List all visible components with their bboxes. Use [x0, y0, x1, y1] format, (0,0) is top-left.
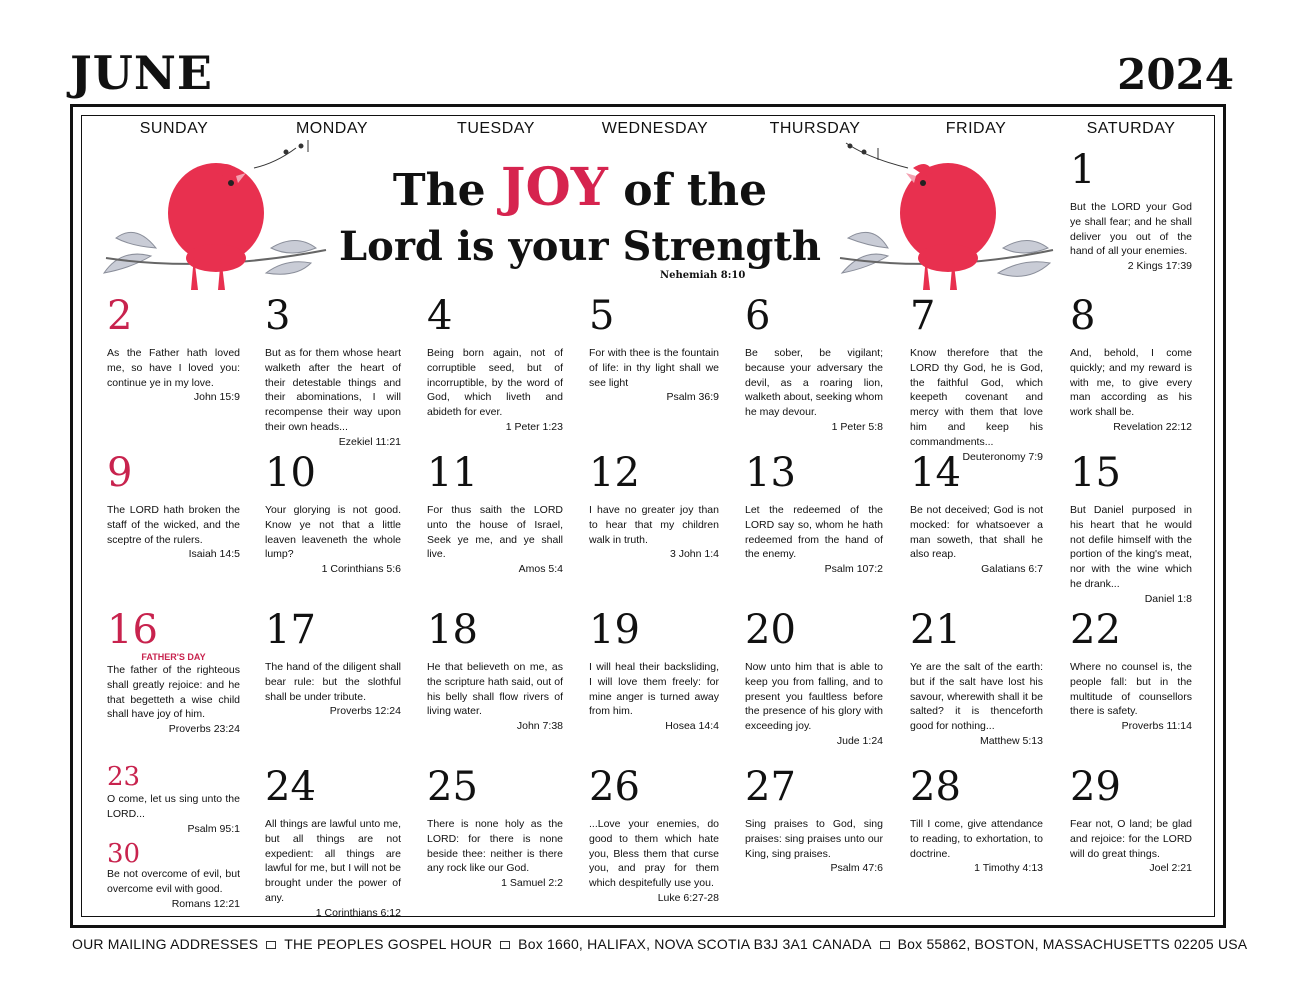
left-bird-illustration [96, 138, 336, 298]
year-title: 2024 [1117, 50, 1234, 99]
envelope-icon [880, 941, 890, 949]
music-note-icon [254, 140, 308, 168]
day-number: 12 [589, 450, 640, 496]
footer-org: THE PEOPLES GOSPEL HOUR [284, 936, 493, 952]
day-cell [910, 607, 1043, 747]
day-cell [589, 450, 719, 561]
day-verse: There is none holy as the LORD: for there is none beside thee: neither is there any rock like our God. [427, 818, 563, 875]
day-number: 22 [1070, 607, 1121, 653]
envelope-icon [266, 941, 276, 949]
day-verse: But Daniel purposed in his heart that he would not defile himself with the portion of the king's meat, nor with the wine which he drank... [1070, 504, 1192, 590]
day-cell [589, 764, 719, 904]
day-reference: 1 Peter 1:23 [505, 420, 563, 433]
day-reference: Hosea 14:4 [665, 720, 719, 733]
day-cell [745, 450, 883, 576]
theme-title-reference: Nehemiah 8:10 [660, 270, 746, 281]
day-number: 4 [427, 293, 453, 339]
day-verse: The father of the righteous shall greatly rejoice: and he that begetteth a wise child shall have joy of him. [107, 664, 240, 721]
day-verse: As the Father hath loved me, so have I loved you: continue ye in my love. [107, 347, 240, 389]
day-number: 15 [1070, 450, 1121, 496]
day-verse: For with thee is the fountain of life: in thy light shall we see light [589, 347, 719, 389]
day-number: 11 [427, 450, 478, 496]
day-verse: Being born again, not of corruptible seed, but of incorruptible, by the word of God, which liveth and abideth for ever. [427, 347, 563, 419]
day-verse: Ye are the salt of the earth: but if the salt have lost his savour, wherewith shall it be salted? it is thenceforth good for nothing... [910, 661, 1043, 733]
day-cell [589, 293, 719, 404]
day-number: 6 [745, 293, 771, 339]
day-verse: The LORD hath broken the staff of the wicked, and the sceptre of the rulers. [107, 504, 240, 546]
day-number: 23 [107, 762, 141, 792]
day-reference: Romans 12:21 [171, 897, 240, 910]
day-number: 28 [910, 764, 961, 810]
theme-title-joy: JOY [500, 157, 608, 218]
day-number: 1 [1070, 147, 1096, 193]
day-cell [1070, 293, 1192, 433]
day-verse: Be not deceived; God is not mocked: for whatsoever a man soweth, that shall he also reap. [910, 504, 1043, 561]
day-cell [265, 764, 401, 919]
day-cell [265, 450, 401, 576]
day-cell [265, 293, 401, 448]
day-cell [427, 450, 563, 576]
day-number: 21 [910, 607, 961, 653]
day-reference: Proverbs 23:24 [168, 723, 240, 736]
day-reference: 1 Corinthians 6:12 [315, 906, 401, 919]
day-verse: But the LORD your God ye shall fear; and he shall deliver you out of the hand of all your enemies. [1070, 201, 1192, 258]
day-cell [589, 607, 719, 733]
day-verse: Be sober, be vigilant; because your adversary the devil, as a roaring lion, walketh about, seeking whom he may devour. [745, 347, 883, 419]
theme-title-part1: The [392, 165, 501, 216]
day-number: 18 [427, 607, 478, 653]
day-number: 5 [589, 293, 615, 339]
day-cell [107, 764, 240, 835]
theme-title-line2: Lord is your Strength [339, 223, 821, 270]
day-cell [107, 450, 240, 561]
day-verse: But as for them whose heart walketh after the heart of their detestable things and their abominations, I will recompense their way upon their own heads... [265, 347, 401, 433]
day-cell [910, 764, 1043, 875]
weekday-wednesday: WEDNESDAY [601, 120, 709, 137]
day-reference: Daniel 1:8 [1144, 592, 1192, 605]
day-verse: I will heal their backsliding, I will love them freely: for mine anger is turned away from him. [589, 661, 719, 718]
footer-label: OUR MAILING ADDRESSES [72, 936, 259, 952]
day-reference: 1 Peter 5:8 [831, 420, 883, 433]
day-number: 10 [265, 450, 316, 496]
weekday-sunday: SUNDAY [139, 120, 209, 137]
right-bird-illustration [838, 138, 1058, 298]
day-reference: Ezekiel 11:21 [338, 435, 401, 448]
weekday-tuesday: TUESDAY [457, 120, 535, 137]
day-cell [427, 607, 563, 733]
day-reference: Proverbs 11:14 [1121, 720, 1192, 733]
day-number: 19 [589, 607, 640, 653]
day-cell [107, 607, 240, 736]
weekday-saturday: SATURDAY [1086, 120, 1176, 137]
day-verse: I have no greater joy than to hear that my children walk in truth. [589, 504, 719, 546]
day-number: 2 [107, 293, 133, 339]
day-cell [910, 450, 1043, 576]
day-number: 3 [265, 293, 291, 339]
day-reference: Matthew 5:13 [979, 734, 1043, 747]
day-verse: The hand of the diligent shall bear rule: but the slothful shall be under tribute. [265, 661, 401, 703]
day-reference: Isaiah 14:5 [188, 548, 240, 561]
day-reference: Psalm 47:6 [830, 862, 883, 875]
day-cell [745, 764, 883, 875]
mailing-addresses [72, 936, 1247, 952]
day-cell [745, 293, 883, 433]
day-verse: Fear not, O land; be glad and rejoice: for the LORD will do great things. [1070, 818, 1192, 860]
day-number: 9 [107, 450, 133, 496]
day-number: 30 [107, 839, 141, 869]
day-cell [910, 293, 1043, 463]
day-cell [745, 607, 883, 747]
day-reference: John 7:38 [516, 720, 563, 733]
day-reference: Psalm 36:9 [666, 391, 719, 404]
day-reference: Deuteronomy 7:9 [962, 450, 1043, 463]
day-reference: Galatians 6:7 [981, 563, 1043, 576]
day-number: 13 [745, 450, 796, 496]
day-cell [1070, 147, 1192, 273]
day-reference: Proverbs 12:24 [329, 705, 401, 718]
day-reference: Psalm 107:2 [824, 563, 883, 576]
day-number: 29 [1070, 764, 1121, 810]
day-reference: John 15:9 [193, 391, 240, 404]
day-number: 8 [1070, 293, 1096, 339]
day-cell [107, 841, 240, 910]
day-number: 14 [910, 450, 961, 496]
envelope-icon [500, 941, 510, 949]
day-cell [1070, 450, 1192, 605]
month-title: JUNE [70, 46, 213, 100]
day-number: 17 [265, 607, 316, 653]
day-verse: All things are lawful unto me, but all things are not expedient: all things are lawful for me, but I will not be brought under the power of any. [265, 818, 401, 904]
day-verse: Your glorying is not good. Know ye not that a little leaven leaveneth the whole lump? [265, 504, 401, 561]
day-cell [1070, 764, 1192, 875]
day-verse: And, behold, I come quickly; and my reward is with me, to give every man according as his work shall be. [1070, 347, 1192, 419]
day-reference: Luke 6:27-28 [657, 891, 719, 904]
day-verse: He that believeth on me, as the scripture hath said, out of his belly shall flow rivers of living water. [427, 661, 563, 718]
day-reference: 1 Corinthians 5:6 [321, 563, 401, 576]
day-reference: Revelation 22:12 [1113, 420, 1192, 433]
footer-address-canada: Box 1660, HALIFAX, NOVA SCOTIA B3J 3A1 CANADA [518, 936, 872, 952]
fathers-day-label: FATHER'S DAY [141, 652, 206, 662]
weekday-thursday: THURSDAY [769, 120, 861, 137]
day-number: 20 [745, 607, 796, 653]
day-verse: Be not overcome of evil, but overcome evil with good. [107, 868, 240, 895]
day-number: 27 [745, 764, 796, 810]
theme-title-part2: of the [607, 165, 768, 216]
day-number: 25 [427, 764, 478, 810]
day-verse: ...Love your enemies, do good to them which hate you, Bless them that curse you, and pray for them which despitefully use you. [589, 818, 719, 890]
day-verse: For thus saith the LORD unto the house of Israel, Seek ye me, and ye shall live. [427, 504, 563, 561]
day-cell [427, 293, 563, 433]
theme-title-line1 [330, 157, 830, 219]
day-verse: Now unto him that is able to keep you from falling, and to present you faultless before the presence of his glory with exceeding joy. [745, 661, 883, 733]
day-verse: Know therefore that the LORD thy God, he is God, the faithful God, which keepeth covenant and mercy with them that love him and keep his commandments... [910, 347, 1043, 448]
day-number: 16 [107, 607, 158, 653]
day-number: 24 [265, 764, 316, 810]
day-verse: Till I come, give attendance to reading, to exhortation, to doctrine. [910, 818, 1043, 860]
day-cell [265, 607, 401, 718]
day-reference: Amos 5:4 [518, 563, 563, 576]
day-number: 26 [589, 764, 640, 810]
footer-address-usa: Box 55862, BOSTON, MASSACHUSETTS 02205 USA [897, 936, 1248, 952]
day-verse: Where no counsel is, the people fall: but in the multitude of counsellors there is safety. [1070, 661, 1192, 718]
day-cell [427, 764, 563, 890]
day-reference: 2 Kings 17:39 [1127, 260, 1192, 273]
weekday-friday: FRIDAY [945, 120, 1007, 137]
day-reference: Psalm 95:1 [187, 822, 240, 835]
day-number: 7 [910, 293, 936, 339]
day-cell [1070, 607, 1192, 733]
day-reference: Jude 1:24 [836, 734, 883, 747]
day-verse: Sing praises to God, sing praises: sing praises unto our King, sing praises. [745, 818, 883, 860]
day-reference: Joel 2:21 [1149, 862, 1192, 875]
day-verse: Let the redeemed of the LORD say so, whom he hath redeemed from the hand of the enemy. [745, 504, 883, 561]
day-reference: 3 John 1:4 [669, 548, 719, 561]
music-note-icon [846, 143, 908, 168]
weekday-monday: MONDAY [295, 120, 369, 137]
day-verse: O come, let us sing unto the LORD... [107, 793, 240, 820]
day-cell [107, 293, 240, 404]
day-reference: 1 Samuel 2:2 [501, 877, 563, 890]
day-reference: 1 Timothy 4:13 [974, 862, 1043, 875]
